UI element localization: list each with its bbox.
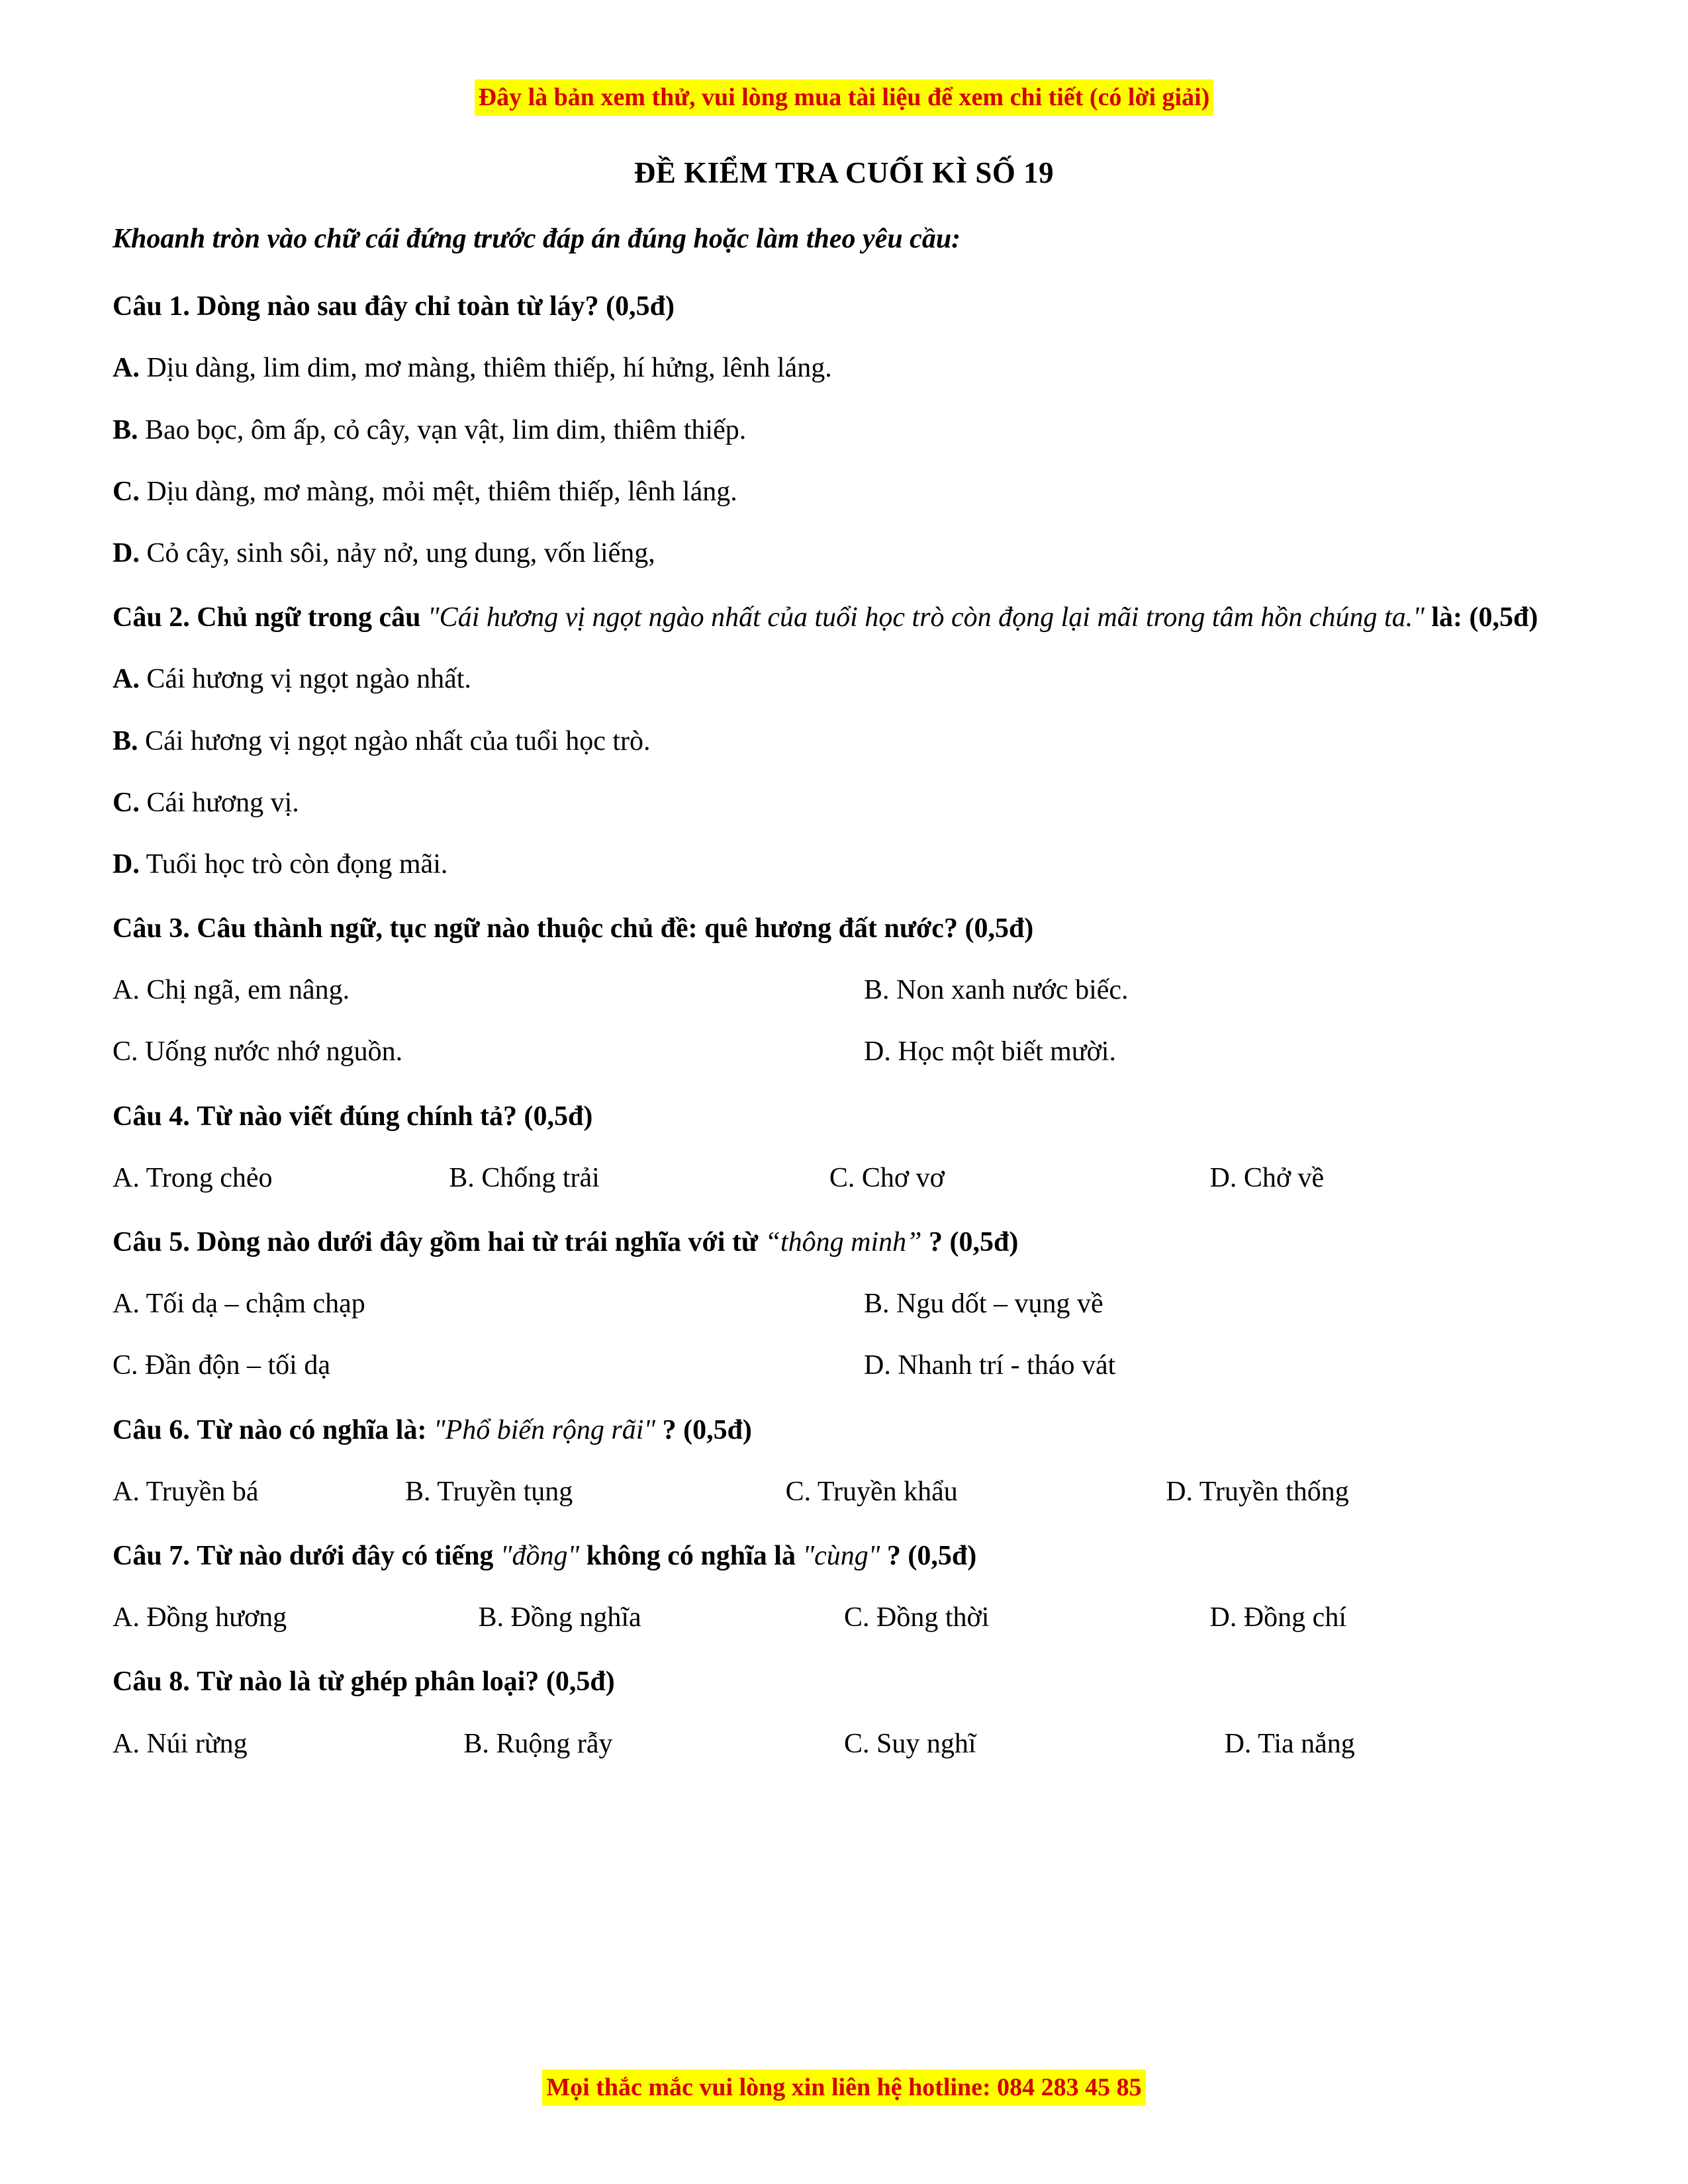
question-2-option-c[interactable]: [113, 781, 1575, 825]
question-6-option-a[interactable]: [113, 1470, 405, 1514]
option-text: Đồng nghĩa: [510, 1602, 641, 1633]
question-4-option-a[interactable]: [113, 1156, 449, 1201]
question-8-option-d[interactable]: [1225, 1722, 1575, 1766]
question-2-quote: "Cái hương vị ngọt ngào nhất của tuổi học trò còn đọng lại mãi trong tâm hồn chúng ta.": [428, 602, 1425, 633]
question-4: [113, 1095, 1575, 1201]
option-label: D.: [864, 1350, 891, 1381]
question-7-option-b[interactable]: [479, 1596, 845, 1640]
option-text: Dịu dàng, lim dim, mơ màng, thiêm thiếp, hí hửng, lênh láng.: [146, 353, 832, 384]
question-4-option-d[interactable]: [1209, 1156, 1575, 1201]
question-7-text-mid: không có nghĩa là: [586, 1540, 796, 1571]
question-8-stem: [113, 1660, 1575, 1704]
option-text: Chị ngã, em nâng.: [146, 975, 350, 1006]
option-label: A.: [113, 1728, 140, 1759]
question-6-quote: "Phổ biến rộng rãi": [433, 1414, 656, 1445]
question-6-options-row: [113, 1470, 1575, 1514]
option-label: A.: [113, 1162, 140, 1193]
option-text: Cái hương vị ngọt ngào nhất.: [146, 664, 471, 695]
option-label: C.: [829, 1162, 855, 1193]
question-8-option-c[interactable]: [844, 1722, 1225, 1766]
question-3-option-c[interactable]: [113, 1030, 844, 1074]
question-1-number: Câu 1.: [113, 291, 190, 322]
preview-notice-text: Đây là bản xem thử, vui lòng mua tài liệu để xem chi tiết (có lời giải): [475, 79, 1214, 116]
option-text: Chở về: [1243, 1162, 1325, 1193]
hotline-text: Mọi thắc mắc vui lòng xin liên hệ hotline: 084 283 45 85: [542, 2070, 1145, 2106]
question-3-option-b[interactable]: [844, 968, 1575, 1013]
question-4-stem: [113, 1095, 1575, 1139]
question-3: [113, 907, 1575, 1075]
option-label: B.: [449, 1162, 475, 1193]
question-1-option-a[interactable]: [113, 346, 1575, 390]
option-text: Dịu dàng, mơ màng, mỏi mệt, thiêm thiếp, lênh láng.: [146, 476, 737, 507]
option-text: Cái hương vị ngọt ngào nhất của tuổi học trò.: [145, 725, 651, 756]
question-7-quote-2: "cùng": [802, 1540, 880, 1571]
question-6-text-lead: Từ nào có nghĩa là:: [197, 1414, 427, 1445]
question-4-option-c[interactable]: [829, 1156, 1210, 1201]
question-5-option-a[interactable]: [113, 1282, 844, 1326]
question-7-option-d[interactable]: [1210, 1596, 1576, 1640]
question-4-option-b[interactable]: [449, 1156, 829, 1201]
option-label: B.: [113, 725, 138, 756]
question-6: [113, 1408, 1575, 1514]
question-5-text-lead: Dòng nào dưới đây gồm hai từ trái nghĩa với từ: [197, 1227, 759, 1257]
option-text: Đồng thời: [876, 1602, 990, 1633]
instruction-text: Khoanh tròn vào chữ cái đứng trước đáp án đúng hoặc làm theo yêu cầu:: [113, 224, 961, 255]
question-4-options-row: [113, 1156, 1575, 1201]
option-label: C.: [113, 476, 140, 507]
question-1-option-b[interactable]: [113, 408, 1575, 453]
question-6-option-c[interactable]: [786, 1470, 1166, 1514]
option-label: D.: [1166, 1476, 1194, 1507]
option-label: A.: [113, 1602, 140, 1633]
question-5-option-c[interactable]: [113, 1343, 844, 1388]
option-label: A.: [113, 975, 140, 1006]
question-2: [113, 596, 1575, 887]
question-5-number: Câu 5.: [113, 1227, 190, 1257]
question-2-option-d[interactable]: [113, 842, 1575, 887]
option-label: B.: [405, 1476, 431, 1507]
option-label: A.: [113, 664, 140, 695]
question-3-stem: [113, 907, 1575, 951]
question-6-number: Câu 6.: [113, 1414, 190, 1445]
question-3-options-row-1: [113, 968, 1575, 1013]
option-text: Non xanh nước biếc.: [896, 975, 1129, 1006]
option-text: Cỏ cây, sinh sôi, nảy nở, ung dung, vốn liếng,: [146, 537, 655, 569]
option-text: Nhanh trí - tháo vát: [898, 1350, 1116, 1381]
option-text: Núi rừng: [146, 1728, 248, 1759]
option-text: Ngu dốt – vụng về: [896, 1289, 1103, 1320]
option-text: Trong chẻo: [146, 1162, 273, 1193]
option-label: C.: [113, 1350, 138, 1381]
option-label: B.: [463, 1728, 489, 1759]
question-5: [113, 1220, 1575, 1388]
option-text: Tuổi học trò còn đọng mãi.: [146, 848, 448, 880]
option-text: Suy nghĩ: [876, 1728, 976, 1759]
question-2-option-a[interactable]: [113, 657, 1575, 702]
question-7-text-tail: ? (0,5đ): [886, 1540, 977, 1571]
question-7-text-lead: Từ nào dưới đây có tiếng: [197, 1540, 494, 1571]
question-1-stem: [113, 285, 1575, 329]
question-7-option-c[interactable]: [844, 1596, 1210, 1640]
question-1-option-c[interactable]: [113, 470, 1575, 514]
question-8-option-a[interactable]: [113, 1722, 463, 1766]
question-5-options-row-1: [113, 1282, 1575, 1326]
question-5-text-tail: ? (0,5đ): [929, 1227, 1019, 1257]
preview-notice-banner: [113, 79, 1575, 116]
question-2-text-tail: là: (0,5đ): [1431, 602, 1538, 633]
question-2-stem: [113, 596, 1575, 640]
option-text: Truyền khẩu: [817, 1476, 958, 1507]
option-text: Chơ vơ: [861, 1162, 945, 1193]
option-label: B.: [864, 1289, 890, 1320]
question-5-option-b[interactable]: [844, 1282, 1575, 1326]
option-label: C.: [113, 1036, 138, 1068]
option-text: Truyền thống: [1199, 1476, 1349, 1507]
question-7: [113, 1534, 1575, 1640]
option-text: Tối dạ – chậm chạp: [146, 1289, 365, 1320]
question-8-options-row: [113, 1722, 1575, 1766]
question-3-options-row-2: [113, 1030, 1575, 1074]
question-4-text: Từ nào viết đúng chính tả? (0,5đ): [197, 1101, 593, 1132]
question-6-option-b[interactable]: [405, 1470, 786, 1514]
option-label: D.: [864, 1036, 891, 1068]
option-text: Tia nắng: [1258, 1728, 1355, 1759]
question-5-stem: [113, 1220, 1575, 1265]
question-2-text-lead: Chủ ngữ trong câu: [197, 602, 421, 633]
question-2-number: Câu 2.: [113, 602, 190, 633]
question-3-option-d[interactable]: [844, 1030, 1575, 1074]
option-text: Học một biết mười.: [898, 1036, 1116, 1068]
option-label: B.: [864, 975, 890, 1006]
page-title: ĐỀ KIỂM TRA CUỐI KÌ SỐ 19: [633, 156, 1055, 190]
option-text: Cái hương vị.: [146, 787, 299, 818]
option-label: C.: [843, 1728, 870, 1759]
question-8-text: Từ nào là từ ghép phân loại? (0,5đ): [197, 1666, 615, 1698]
option-text: Uống nước nhớ nguồn.: [145, 1036, 403, 1068]
question-1-option-d[interactable]: [113, 531, 1575, 576]
question-8-number: Câu 8.: [113, 1666, 190, 1698]
option-label: D.: [1209, 1602, 1237, 1633]
option-label: B.: [478, 1602, 504, 1633]
question-7-option-a[interactable]: [113, 1596, 479, 1640]
question-6-text-tail: ? (0,5đ): [662, 1414, 752, 1445]
question-4-number: Câu 4.: [113, 1101, 190, 1132]
option-label: C.: [113, 787, 140, 818]
question-3-number: Câu 3.: [113, 913, 190, 944]
question-1-text: Dòng nào sau đây chỉ toàn từ láy? (0,5đ): [197, 291, 675, 322]
option-label: D.: [1209, 1162, 1237, 1193]
option-label: A.: [113, 353, 140, 384]
option-text: Đồng chí: [1243, 1602, 1346, 1633]
question-3-option-a[interactable]: [113, 968, 844, 1013]
option-label: C.: [785, 1476, 812, 1507]
question-5-options-row-2: [113, 1343, 1575, 1388]
option-text: Bao bọc, ôm ấp, cỏ cây, vạn vật, lim dim, thiêm thiếp.: [145, 414, 747, 445]
question-5-option-d[interactable]: [844, 1343, 1575, 1388]
question-8-option-b[interactable]: [463, 1722, 844, 1766]
option-label: D.: [113, 537, 140, 569]
question-8: [113, 1660, 1575, 1766]
option-text: Chống trải: [481, 1162, 600, 1193]
question-2-option-b[interactable]: [113, 719, 1575, 764]
question-5-quote: “thông minh”: [765, 1227, 922, 1257]
option-text: Truyền tụng: [437, 1476, 573, 1507]
option-label: A.: [113, 1476, 140, 1507]
option-text: Ruộng rẫy: [496, 1728, 613, 1759]
option-label: B.: [113, 414, 138, 445]
question-1: [113, 285, 1575, 576]
option-label: D.: [1224, 1728, 1252, 1759]
option-text: Đần độn – tối dạ: [145, 1350, 330, 1381]
option-text: Truyền bá: [146, 1476, 259, 1507]
option-label: C.: [844, 1602, 870, 1633]
question-7-stem: [113, 1534, 1575, 1578]
question-7-number: Câu 7.: [113, 1540, 190, 1571]
question-7-options-row: [113, 1596, 1575, 1640]
option-text: Đồng hương: [146, 1602, 287, 1633]
hotline-banner: [0, 2070, 1688, 2106]
question-3-text: Câu thành ngữ, tục ngữ nào thuộc chủ đề: quê hương đất nước? (0,5đ): [197, 913, 1034, 944]
option-label: A.: [113, 1289, 140, 1320]
question-6-stem: [113, 1408, 1575, 1453]
question-6-option-d[interactable]: [1166, 1470, 1575, 1514]
option-label: D.: [113, 848, 140, 880]
question-7-quote-1: "đồng": [500, 1540, 580, 1571]
